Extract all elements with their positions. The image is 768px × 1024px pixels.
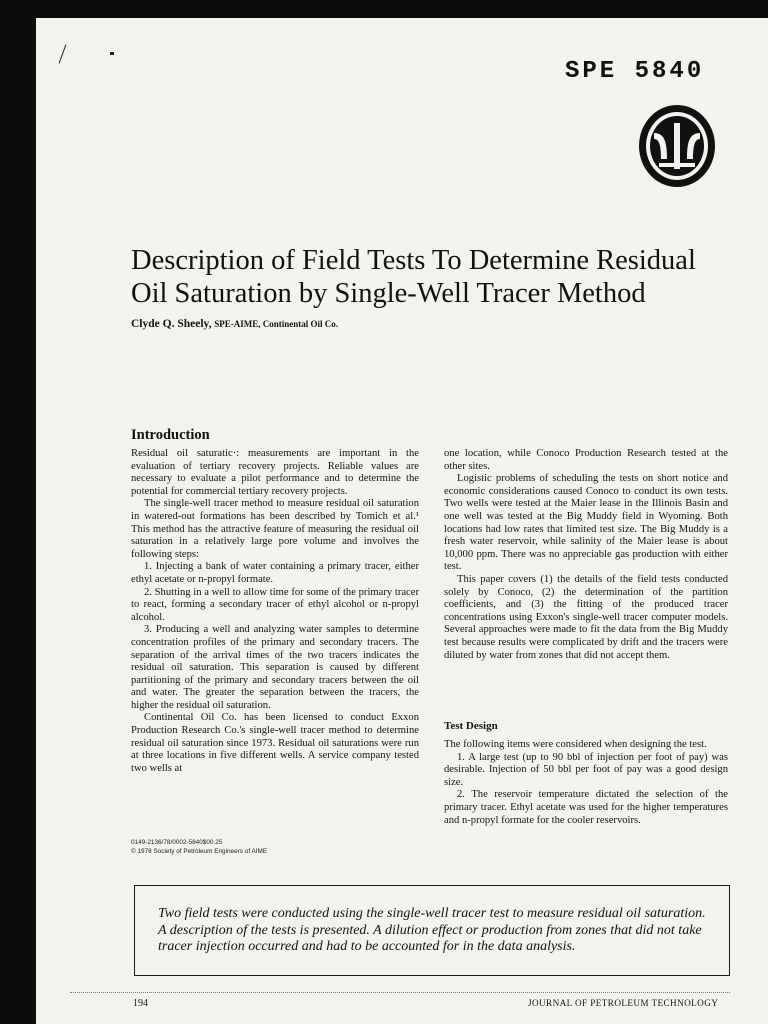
paragraph: Logistic problems of scheduling the tests on short notice and economic considerations caused Conoco to conduct its own tests. Two wells were tested at the Maier lease in the Illinois Basin and one well was tested at the Big Muddy field in Wyoming. Both locations had low rates that limited test size. The Big Muddy is a fresh water reservoir, while salinity of the Maier lease is about 10,000 ppm. There was no appreciable gas production with either test.	[444, 473, 728, 573]
title-line-1: Description of Field Tests To Determine Residual	[131, 245, 696, 276]
paragraph: 1. Injecting a bank of water containing a primary tracer, either ethyl acetate or n-propyl formate.	[131, 561, 419, 585]
paragraph: Continental Oil Co. has been licensed to conduct Exxon Production Research Co.'s single-well tracer method to determine residual oil saturation since 1973. Residual oil saturations were run at three locations in five different wells. A service company tested two wells at	[131, 712, 419, 774]
paragraph: one location, while Conoco Production Research tested at the other sites.	[444, 448, 728, 472]
scan-mark	[59, 44, 67, 63]
paragraph: Residual oil saturatic·: measurements are important in the evaluation of tertiary recovery projects. Reliable values are necessary to evaluate a pilot performance and to determine the potential for commercial tertiary recovery projects.	[131, 448, 419, 497]
paragraph: This paper covers (1) the details of the field tests conducted solely by Conoco, (2) the determination of the partition coefficients, and (3) the fitting of the produced tracer concentrations using Exxon's single-well tracer computer models. Several approaches were made to fit the data from the Big Muddy test because results were complicated by drift and the tracers were diluted by water from zones that did not accept them.	[444, 573, 728, 661]
abstract-text: Two field tests were conducted using the single-well tracer test to measure residual oil saturation. A description of the tests is presented. A dilution effect or production from zones that did not take tracer injection occurred and had to be accounted for in the data analysis.	[158, 906, 706, 954]
aime-logo-icon	[637, 103, 717, 189]
journal-name: JOURNAL OF PETROLEUM TECHNOLOGY	[528, 998, 719, 1008]
paper-number: SPE 5840	[565, 58, 705, 85]
page-number: 194	[133, 998, 148, 1009]
author-affiliation: SPE-AIME, Continental Oil Co.	[214, 319, 339, 329]
paragraph: 2. The reservoir temperature dictated the selection of the primary tracer. Ethyl acetate was used for the higher temperatures and n-propyl formate for the cooler reservoirs.	[444, 789, 728, 826]
right-text-column-bottom	[444, 739, 728, 827]
paragraph: 1. A large test (up to 90 bbl of injection per foot of pay) was desirable. Injection of 50 bbl per foot of pay was a good design size.	[444, 751, 728, 788]
test-design-heading: Test Design	[444, 720, 498, 732]
byline	[131, 318, 338, 330]
paragraph: The following items were considered when designing the test.	[444, 739, 707, 750]
author-name: Clyde Q. Sheely,	[131, 318, 212, 330]
copyright-notice	[131, 839, 267, 856]
copyright-code: 0149-2136/78/0002-5840$00.25	[131, 839, 223, 846]
paragraph: 2. Shutting in a well to allow time for some of the primary tracer to react, forming a secondary tracer of ethyl alcohol or n-propyl alcohol.	[131, 586, 419, 623]
copyright-line: © 1978 Society of Petroleum Engineers of AIME	[131, 847, 268, 855]
paragraph: 3. Producing a well and analyzing water samples to determine concentration profiles of the primary and secondary tracers. The separation of the arrival times of the two tracers indicates the residual oil saturation. This separation is caused by different partitioning of the primary and secondary tracers between the oil and water. The greater the separation between the tracers, the higher the residual oil saturation.	[131, 624, 419, 711]
introduction-heading: Introduction	[131, 427, 210, 443]
right-text-column-top	[444, 448, 728, 662]
paragraph: The single-well tracer method to measure residual oil saturation in watered-out formations has been described by Tomich et al.¹ This method has the attractive feature of measuring the residual oil saturation in a relatively large pore volume and involves the following steps:	[131, 498, 419, 560]
paper-title	[131, 244, 731, 310]
scan-speck	[110, 52, 114, 55]
left-text-column	[131, 448, 419, 775]
footer-divider	[70, 992, 730, 994]
title-line-2: Oil Saturation by Single-Well Tracer Method	[131, 278, 646, 309]
